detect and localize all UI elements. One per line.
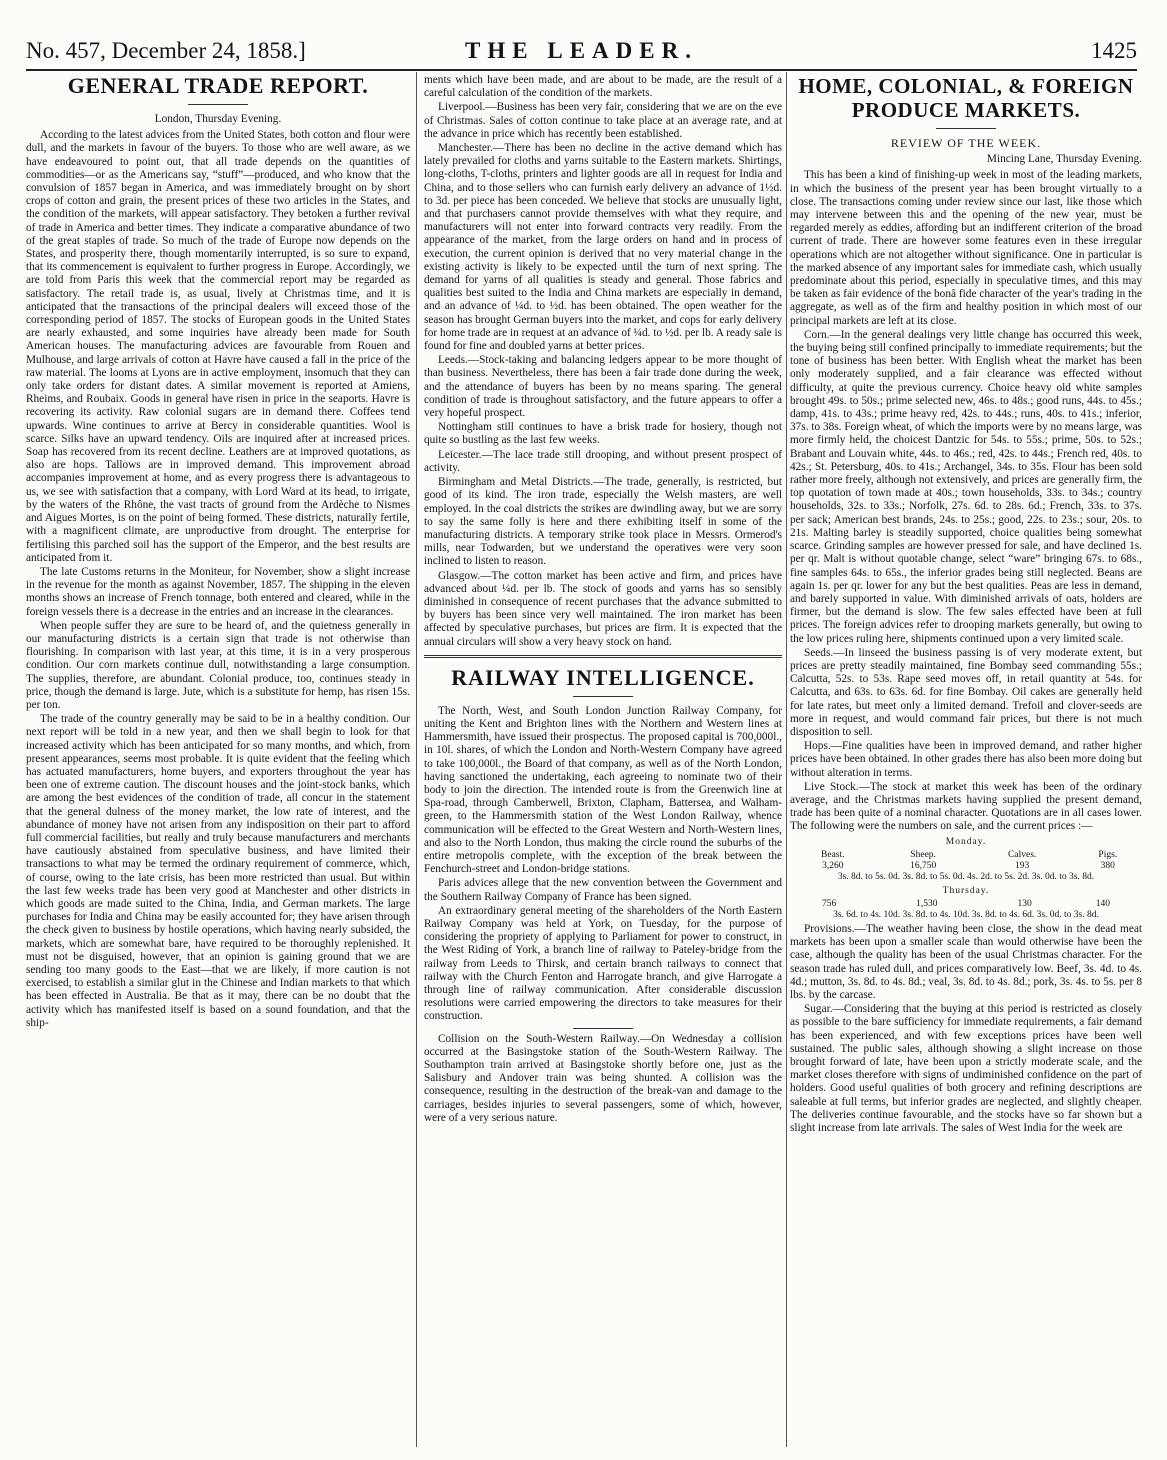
heading-rule [573, 696, 633, 697]
article-paragraph: Leicester.—The lace trade still drooping, and without present prospect of activity. [424, 448, 782, 474]
livestock-table-monday [790, 850, 1142, 883]
table-row [790, 861, 1142, 872]
article-paragraph: This has been a kind of finishing-up week in most of the leading markets, in which the business of the present year has been brought virtually to a close. The transactions coming under review since our last, like those which may intervene between this and the opening of the new year, must be regarded merely as eddies, affording but an indifferent criterion of the broad current of trade. There are however some features even in these irregular operations which are not altogether without significance. One in particular is the marked absence of any important sales for immediate cash, which usually predominate about this period, especially in speculative times, and this may be taken as fair evidence of the bonâ fide character of the year's trading in the aggregate, as well as of the firm and healthy position in which most of our principal markets are left at its close. [790, 169, 1142, 327]
article-paragraph: Live Stock.—The stock at market this week has been of the ordinary average, and the Christmas markets having supplied the present demand, trade has been quite of a nominal character. Quotations are in all cases lower. The following were the numbers on sale, and the current prices :— [790, 780, 1142, 833]
newspaper-title: THE LEADER. [465, 38, 698, 63]
table-cell: 3s. 6d. to 4s. 10d. 3s. 8d. to 4s. 10d. 3s. 8d. to 4s. 6d. 3s. 0d. to 3s. 8d. [833, 909, 1099, 920]
column-trade-and-railway [424, 74, 782, 1446]
article-rule [573, 1028, 633, 1029]
heading-rule [188, 104, 248, 105]
table-cell: 380 [1100, 860, 1115, 871]
page-number: 1425 [1091, 38, 1137, 63]
article-paragraph: According to the latest advices from the United States, both cotton and flour were dull, and the markets in favour of the buyers. To those who are well aware, as we have endeavoured to point out, that all trade depends on the quantities of commodities—or as the Americans say, “stuff”—produced, and who know that the convulsion of 1857 began in America, and was immediately brought on by short crops of cotton and grain, the present prices of these two articles in the States, and the condition of the markets, will appear satisfactory. They betoken a further revival of trade in America and better times. They indicate a comparative abundance of two of the great staples of trade. So much of the trade of Europe now depends on the States, and prosperity there, though momentarily interrupted, is so sure to expand, that its commencement is equivalent to further progress in Europe. Accordingly, we are told from Paris this week that the commercial report may be regarded as satisfactory. The retail trade is, as usual, lively at Christmas time, and it is anticipated that the transactions of the principal dealers will exceed those of the corresponding period of 1857. The stocks of European goods in the United States are nearly exhausted, and some inquiries have already been made for South American houses. The manufacturing advices are favourable from Rouen and Mulhouse, and large arrivals of cotton at Havre have caused a fall in the price of the raw material. The looms at Lyons are in active employment, insomuch that they can only take orders for distant dates. A similar movement is reported at Amiens, Rheims, and Roubaix. Goods in general have risen in price in the seaports. Havre is recovering its activity. Raw colonial sugars are in demand there. Coffees tend upwards. Wine continues to arrive at Bercy in considerable quantities. Wool is scarce. Silks have an upward tendency. Oils are inquired after at increased prices. Soap has recovered from its recent decline. Leathers are at improved quotations, as also are hops. Tallows are in improved demand. This improvement abroad accompanies improvement at home, and as every progress there is advantageous to us, we see with satisfaction that a company, with Lord Ward at its head, to irrigate, by the waters of the Rhône, the vast tracts of ground from the Ardèche to Nismes and Aigues Mortes, is on the point of being formed. These districts, naturally fertile, with a magnificent climate, are unproductive from drought. The enterprise for fertilising this parched soil has the support of the Emperor, and the best results are anticipated from it. [26, 129, 410, 564]
subheading: REVIEW OF THE WEEK. [890, 136, 1042, 150]
article-paragraph: Seeds.—In linseed the business passing is of very moderate extent, but prices are pretty steadily maintained, fine Bombay seed commanding 55s.; Calcutta, 52s. to 53s. Rape seed moves off, in retail quantity at 54s. for Calcutta, and 63s. to 63s. 6d. for fine Bombay. Oil cakes are generally held for late rates, but meet only a limited demand. Trefoil and clover-seeds are more in request, and would command fair prices, but there is not much disposition to sell. [790, 646, 1142, 738]
issue-number: No. 457, December 24, 1858.] [26, 38, 306, 63]
masthead-rule [26, 69, 1137, 71]
table-row [790, 872, 1142, 883]
table-cell: 1,530 [916, 898, 938, 909]
section-rule [424, 655, 782, 658]
table-header: Pigs. [1098, 849, 1118, 860]
table-header: Calves. [1008, 849, 1037, 860]
table-cell: 193 [1015, 860, 1030, 871]
table-row [790, 899, 1142, 910]
article-paragraph: The late Customs returns in the Moniteur, for November, show a slight increase in the revenue for the month as against November, 1857. The shipping in the eleven months shows an increase of French tonnage, both entered and cleared, while in the foreign vessels there is a decrease in the entries and an increase in the clearances. [26, 565, 410, 618]
article-paragraph: Manchester.—There has been no decline in the active demand which has lately prevailed for cloths and yarns suitable to the Eastern markets. Shirtings, long-cloths, T-cloths, printers and lighter goods are all in request for India and China, and to those sellers who can furnish early delivery an advance of 1½d. to 3d. per piece has been conceded. We believe that stocks are unusually light, and that purchasers cannot provide themselves with what they require, and manufacturers will not enter into forward contracts very readily. From the appearance of the market, from the large orders on hand and in process of execution, the current opinion is derived that no very material change in the existing activity is likely to be expected until the turn of next spring. The demand for yarns of all qualities is steady and general. Those fabrics and qualities best suited to the India and China markets are especially in demand, and an advance of ¼d. to ½d. has been obtained. The open weather for the season has brought German buyers into the market, and cops for early delivery for home trade are in request at an advance of ¼d. to ½d. per lb. A ready sale is found for fine and doubled yarns at better prices. [424, 142, 782, 353]
livestock-table-thursday [790, 899, 1142, 921]
article-paragraph: Collision on the South-Western Railway.—On Wednesday a collision occurred at the Basingstoke station of the South-Western Railway. The Southampton train arrived at Basingstoke shortly before one, just as the Salisbury and Andover train was being shunted. A collision was the consequence, resulting in the destruction of the break-van and damage to the carriages, besides injuries to several passengers, some of which, however, were of a very serious nature. [424, 1032, 782, 1124]
table-row [790, 910, 1142, 921]
article-paragraph: Paris advices allege that the new convention between the Government and the Southern Railway Company of France has been signed. [424, 877, 782, 903]
table-cell: 140 [1095, 898, 1110, 909]
article-paragraph: Glasgow.—The cotton market has been active and firm, and prices have advanced about ¼d. per lb. The stock of goods and yarns has so sensibly diminished in consequence of recent purchases that the advance submitted to by buyers has been since very well maintained. The iron market has been affected by speculative purchases, but prices are firm. It is expected that the annual circulars will show a very heavy stock on hand. [424, 569, 782, 648]
article-paragraph: The North, West, and South London Junction Railway Company, for uniting the Kent and Brighton lines with the Northern and Western lines at Hammersmith, have issued their prospectus. The proposed capital is 700,000l., in 10l. shares, of which the London and North-Western Company have agreed to take 100,000l., the Board of that company, as well as of the North London, having sanctioned the undertaking, each agreeing to nominate two of their body to join the direction. The intended route is from the Greenwich line at Spa-road, through Camberwell, Brixton, Clapham, Battersea, and Walham-green, to the Hammersmith station of the West London Railway, whence communication will be effected to the Great Western and North-Western lines, and also to the North London, thus making the circle round the suburbs of the entire metropolis complete, with the exception of the break between the Fenchurch-street and London-bridge stations. [424, 704, 782, 876]
article-paragraph: Provisions.—The weather having been close, the show in the dead meat markets has been upon a smaller scale than would otherwise have been the case, although the quality has been of the usual Christmas character. For the season trade has ruled dull, and prices comparatively low. Beef, 3s. 4d. to 4s. 4d.; mutton, 3s. 8d. to 4s. 8d.; veal, 3s. 8d. to 4s. 8d.; pork, 3s. 4s. to 5s. per 8 lbs. by the carcase. [790, 922, 1142, 1001]
article-paragraph: Leeds.—Stock-taking and balancing ledgers appear to be more thought of than business. Nevertheless, there has been a fair trade done during the week, and the attendance of buyers has been by no means sparing. The general condition of trade is throughout satisfactory, and the future appears to offer a very hopeful prospect. [424, 354, 782, 420]
market-day-label: Thursday. [942, 885, 990, 896]
section-heading: RAILWAY INTELLIGENCE. [451, 664, 755, 690]
table-cell: 3,260 [822, 860, 844, 871]
column-produce-markets [790, 74, 1142, 1446]
dateline: Mincing Lane, Thursday Evening. [986, 153, 1142, 166]
table-cell: 16,750 [910, 860, 937, 871]
dateline: London, Thursday Evening. [154, 113, 282, 125]
column-divider [786, 72, 787, 1447]
heading-rule [936, 128, 996, 129]
table-header: Sheep. [910, 849, 936, 860]
section-heading: HOME, COLONIAL, & FOREIGN PRODUCE MARKETS. [798, 74, 1134, 122]
market-day-label: Monday. [945, 836, 987, 847]
article-paragraph: ments which have been made, and are about to be made, are the result of a careful calculation of the condition of the markets. [424, 74, 782, 100]
table-header: Beast. [821, 849, 845, 860]
column-general-trade [26, 74, 410, 1446]
column-divider [416, 72, 417, 1447]
section-heading: GENERAL TRADE REPORT. [67, 74, 369, 98]
article-paragraph: Corn.—In the general dealings very little change has occurred this week, the buying being still confined principally to immediate requirements; but the tone of business has been better. With English wheat the market has been only moderately supplied, and a fair clearance was effected without difficulty, at quite the previous currency. Choice heavy old white samples brought 49s. to 50s.; prime selected new, 46s. to 48s.; good runs, 44s. to 45s.; damp, 41s. to 43s.; prime heavy red, 42s. to 44s.; runs, 40s. to 41s.; inferior, 37s. to 38s. Foreign wheat, of which the imports were by no means large, was more firmly held, the choicest Dantzic for 54s. to 55s.; prime, 50s. to 52s.; Brabant and Louvain white, 44s. to 46s.; red, 42s. to 44s.; French red, 40s. to 42s.; St. Petersburg, 40s. to 41s.; Archangel, 34s. to 35s. Flour has been sold rather more freely, although not extensively, and prices are generally firm, the top quotation of town made at 40s.; town households, 33s. to 34s.; country households, 32s. to 33s.; Norfolk, 27s. 6d. to 28s. 6d.; French, 33s. to 37s. per sack; American best brands, 24s. to 25s.; good, 22s. to 23s.; sour, 20s. to 21s. Malting barley is steadily supported, choice qualities being somewhat scarce. Grinding samples are however pressed for sale, and have declined 1s. per qr. Malt is without quotable change, select “ware” bringing 67s. to 68s., fine samples 64s. to 65s., the inferior grades being still neglected. Beans are again 1s. per qr. lower for any but the best qualities. Peas are less in demand, and barely supported in value. With diminished arrivals of oats, holders are firmer, but the demand is slow. The few sales effected have been at full prices. The foreign advices refer to drooping markets generally, but owing to the low prices ruling here, shipments continued upon a very limited scale. [790, 328, 1142, 645]
article-paragraph: When people suffer they are sure to be heard of, and the quietness generally in our manufacturing districts is a certain sign that trade is not otherwise than flourishing. In comparison with last year, at this time, it is in a very prosperous condition. Our corn markets continue dull, notwithstanding a large consumption. The supplies, therefore, are abundant. Colonial produce, too, continues steady in price, though the demand is large. Jute, which is a substitute for hemp, has risen 15s. per ton. [26, 619, 410, 711]
article-paragraph: The trade of the country generally may be said to be in a healthy condition. Our next report will be told in a new year, and then we shall begin to look for that increased activity which has been anticipated for so many months, and which, from present appearances, seems most probable. It is quite evident that the feeling which has actuated manufacturers, home buyers, and exporters throughout the year has been one of extreme caution. The discount houses and the joint-stock banks, which are among the best evidences of the condition of trade, all concur in the statement that the general dulness of the money market, the low rate of interest, and the abundance of money have not arisen from any indisposition on their part to afford full commercial facilities, but really and truly because manufacturers and merchants have cautiously abstained from speculative business, and have limited their transactions to what may be termed the ordinary requirement of commerce, which, of course, owing to the late crisis, has been more restricted than usual. But within the last few weeks trade has been very good at Manchester and other districts in which goods are made suited to the China, India, and German markets. The large purchases for India and China may be easily accounted for; they have arisen through the check given to business by hostile operations, which having nearly subsided, the markets, which are somewhat bare, have required to be thoroughly replenished. It must not be disguised, however, that an opinion is gaining ground that we are sending too many goods to the East—that we are likely, if more caution is not exercised, to establish a similar glut in the Chinese and Indian markets to that which has been effected in Australia. Be that as it may, there can be no doubt that the activity which has manifested itself is based on a sound foundation, and that the ship- [26, 713, 410, 1029]
table-row [790, 850, 1142, 861]
table-cell: 756 [821, 898, 837, 909]
article-paragraph: Nottingham still continues to have a brisk trade for hosiery, though not quite so bustling as the last few weeks. [424, 421, 782, 447]
masthead [26, 38, 1137, 68]
article-paragraph: Liverpool.—Business has been very fair, considering that we are on the eve of Christmas. Sales of cotton continue to take place at an average rate, and at the advance in price which has recently been established. [424, 101, 782, 140]
article-paragraph: Sugar.—Considering that the buying at this period is restricted as closely as possible to the bare sufficiency for immediate requirements, a fair demand has been experienced, and with few exceptions prices have been well sustained. The public sales, although showing a slight increase on those brought forward of late, have been upon a strictly moderate scale, and the market closes therefore with signs of undiminished confidence on the part of holders. Good useful qualities of both grocery and refining descriptions are saleable at full terms, but inferior grades are neglected, and slightly cheaper. The deliveries continue favourable, and the stocks have so far shown but a slight increase from late arrivals. The sales of West India for the week are [790, 1003, 1142, 1135]
table-cell: 3s. 8d. to 5s. 0d. 3s. 8d. to 5s. 0d. 4s. 2d. to 5s. 2d. 3s. 0d. to 3s. 8d. [837, 871, 1095, 882]
article-paragraph: An extraordinary general meeting of the shareholders of the North Eastern Railway Company was held at York, on Tuesday, for the purpose of considering the propriety of applying to Parliament for power to construct, in the West Riding of York, a branch line of railway to Pateley-bridge from the railway from Leeds to Thirsk, and certain branch railways to connect that railway with the Church Fenton and Harrogate branch, and give Harrogate a through line of railway communication. After considerable discussion resolutions were carried empowering the directors to take measures for their construction. [424, 904, 782, 1023]
table-cell: 130 [1017, 898, 1032, 909]
article-paragraph: Birmingham and Metal Districts.—The trade, generally, is restricted, but good of its kind. The iron trade, especially the Welsh masters, are well employed. In the coal districts the strikes are dwindling away, but we are sorry to say the same folly is here and there exhibiting itself in some of the manufacturing districts. A temporary strike took place in Messrs. Ormerod's mills, near Todwarden, but we understand the operatives were very soon inclined to listen to reason. [424, 476, 782, 568]
article-paragraph: Hops.—Fine qualities have been in improved demand, and rather higher prices have been obtained. In other grades there has also been more doing but without alteration in terms. [790, 740, 1142, 779]
